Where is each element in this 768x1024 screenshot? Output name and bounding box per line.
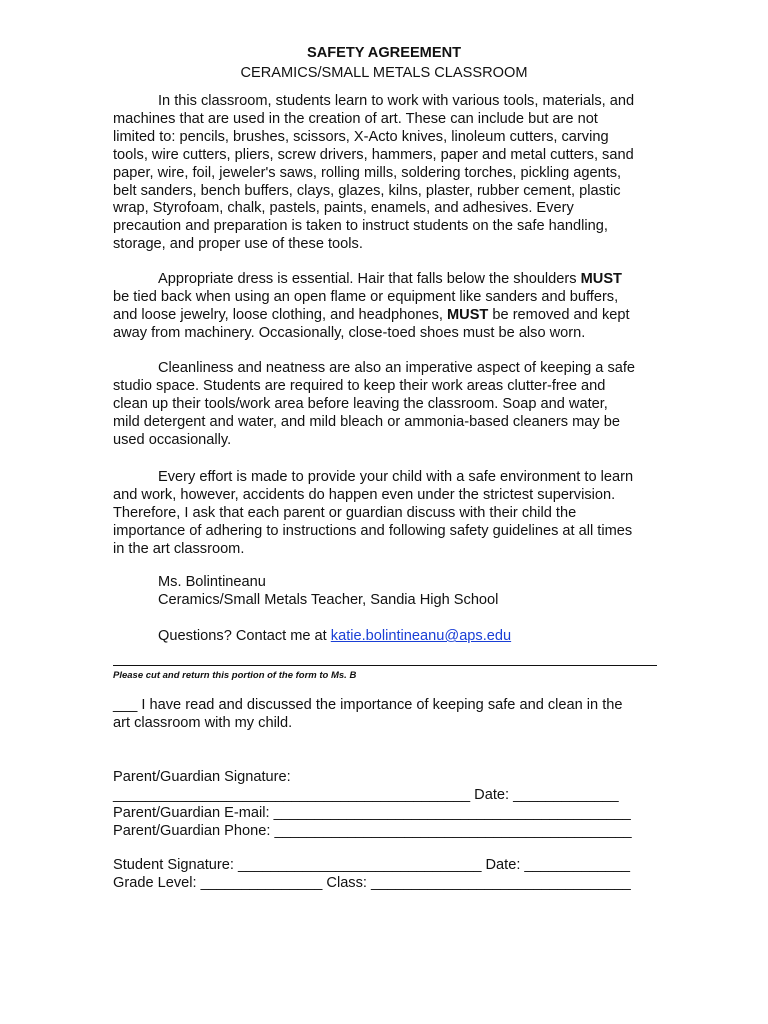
contact-line — [158, 628, 511, 646]
paragraph-effort — [113, 469, 658, 559]
text-line: limited to: pencils, brushes, scissors, X-Acto knives, linoleum cutters, carving — [113, 128, 609, 145]
text-line: Every effort is made to provide your child with a safe environment to learn — [158, 469, 634, 485]
document-title: SAFETY AGREEMENT — [306, 45, 462, 61]
cut-instruction: Please cut and return this portion of the form to Ms. B — [113, 670, 357, 681]
document-subtitle: CERAMICS/SMALL METALS CLASSROOM — [240, 65, 528, 81]
paragraph-cleanliness — [113, 360, 658, 450]
text-line: Cleanliness and neatness are also an imperative aspect of keeping a safe — [158, 360, 636, 376]
text-line: away from machinery. Occasionally, close-toed shoes must be also worn. — [113, 324, 586, 341]
teacher-name: Ms. Bolintineanu — [158, 574, 266, 590]
grade-class-field[interactable]: Grade Level: _______________ Class: ________________________________ — [113, 875, 631, 891]
text-line: importance of adhering to instructions and following safety guidelines at all times — [113, 522, 633, 539]
parent-phone-field[interactable]: Parent/Guardian Phone: ____________________________________________ — [113, 823, 632, 839]
cut-line-divider — [113, 665, 657, 666]
text-line: storage, and proper use of these tools. — [113, 236, 363, 253]
text-line: belt sanders, bench buffers, clays, glazes, kilns, plaster, rubber cement, plastic — [113, 182, 621, 199]
text-span: and loose jewelry, loose clothing, and headphones, — [113, 306, 447, 323]
text-line: studio space. Students are required to keep their work areas clutter-free and — [113, 377, 606, 394]
student-signature-field[interactable]: Student Signature: ______________________________ Date: _____________ — [113, 857, 630, 873]
text-line: and work, however, accidents do happen even under the strictest supervision. — [113, 486, 616, 503]
text-line: be tied back when using an open flame or equipment like sanders and buffers, — [113, 288, 619, 305]
parent-signature-label: Parent/Guardian Signature: — [113, 769, 291, 785]
agreement-checkbox-line[interactable]: ___ I have read and discussed the importance of keeping safe and clean in the — [113, 697, 623, 713]
text-line: machines that are used in the creation of art. These can include but are not — [113, 110, 598, 127]
text-span: Appropriate dress is essential. Hair that falls below the shoulders — [158, 271, 581, 287]
text-line: In this classroom, students learn to work with various tools, materials, and — [158, 93, 635, 109]
parent-signature-field[interactable]: ____________________________________________ Date: _____________ — [113, 787, 619, 803]
email-link[interactable]: katie.bolintineanu@aps.edu — [330, 628, 512, 644]
text-span: be removed and kept — [488, 306, 630, 323]
text-line — [113, 271, 658, 289]
teacher-role: Ceramics/Small Metals Teacher, Sandia High School — [158, 592, 499, 608]
contact-prefix: Questions? Contact me at — [158, 628, 331, 644]
emphasis-must: MUST — [580, 271, 622, 287]
agreement-text-continued: art classroom with my child. — [113, 715, 293, 731]
text-line: clean up their tools/work area before leaving the classroom. Soap and water, — [113, 395, 608, 412]
text-line: precaution and preparation is taken to instruct students on the safe handling, — [113, 218, 608, 235]
text-line: wrap, Styrofoam, chalk, pastels, paints, enamels, and adhesives. Every — [113, 200, 574, 217]
paragraph-tools — [113, 93, 658, 254]
text-line: paper, wire, foil, jeweler's saws, rolling mills, soldering torches, pickling agents, — [113, 164, 622, 181]
text-line: used occasionally. — [113, 431, 232, 448]
text-line: tools, wire cutters, pliers, screw drivers, hammers, paper and metal cutters, sand — [113, 146, 634, 163]
text-line: in the art classroom. — [113, 540, 245, 557]
paragraph-dress — [113, 271, 658, 343]
emphasis-must: MUST — [447, 306, 489, 323]
text-line — [113, 307, 658, 325]
text-line: mild detergent and water, and mild bleach or ammonia-based cleaners may be — [113, 413, 621, 430]
parent-email-field[interactable]: Parent/Guardian E-mail: ____________________________________________ — [113, 805, 631, 821]
text-line: Therefore, I ask that each parent or guardian discuss with their child the — [113, 504, 577, 521]
